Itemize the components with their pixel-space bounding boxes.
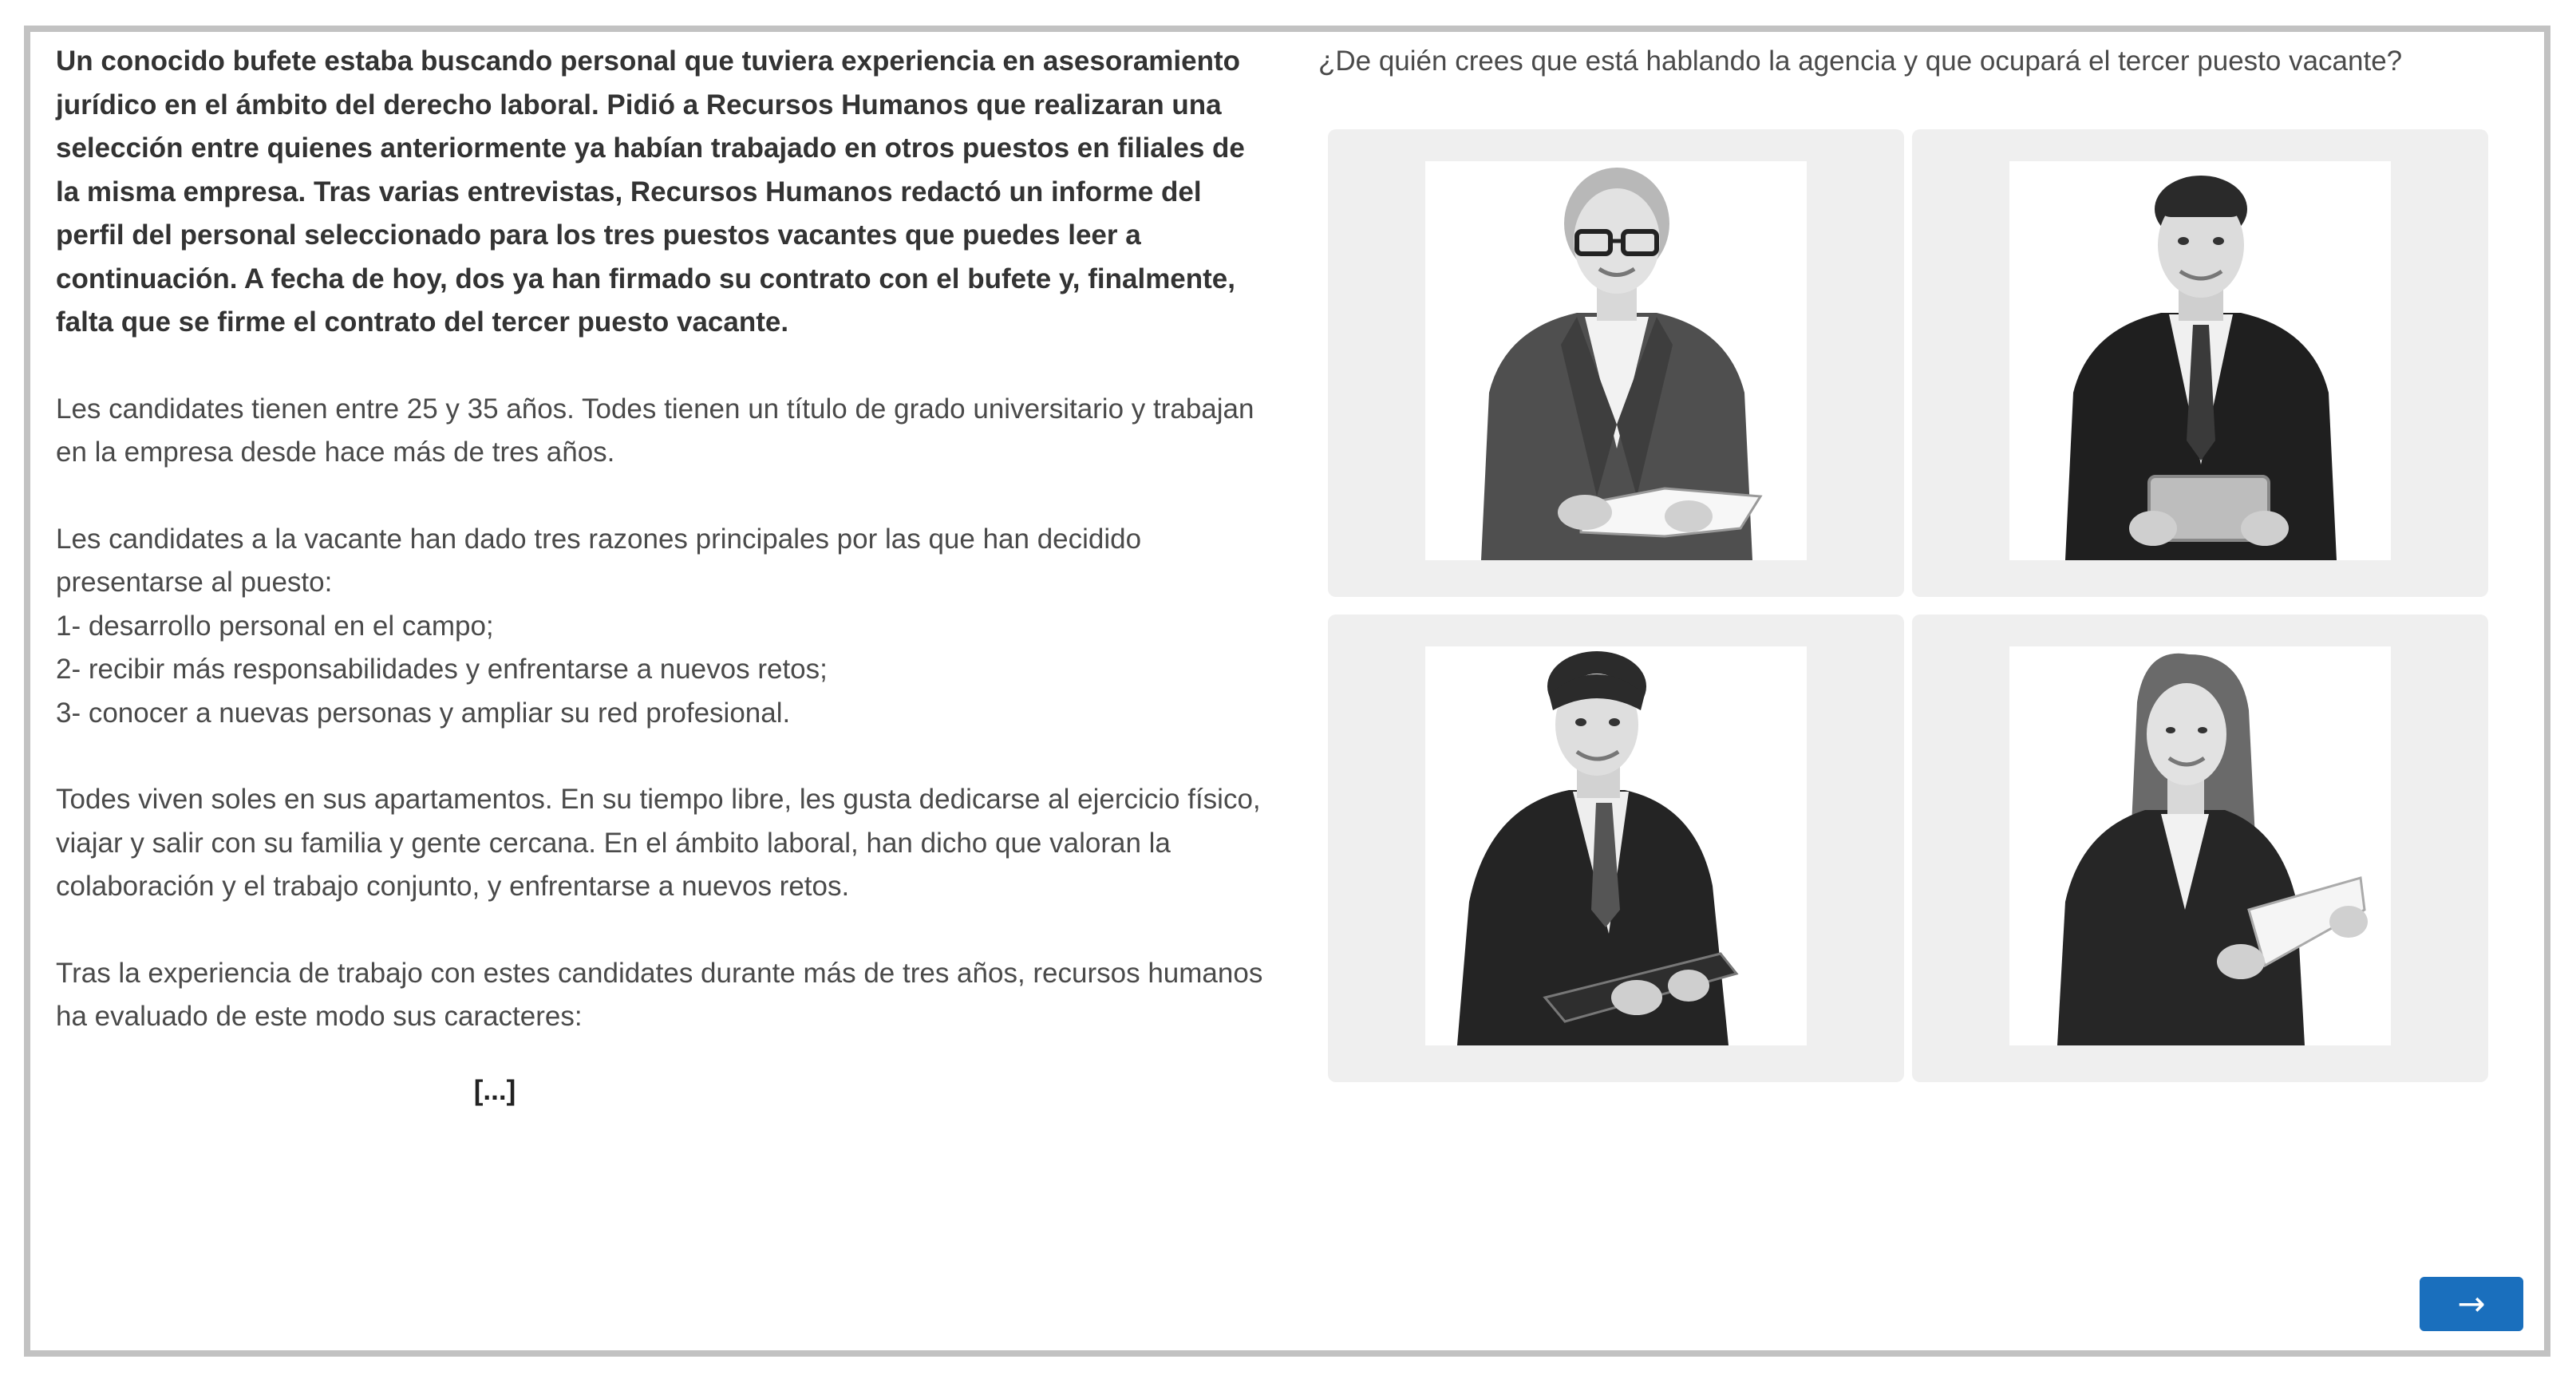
man-clipboard-icon bbox=[1425, 646, 1807, 1045]
candidate-photo bbox=[1425, 646, 1807, 1045]
option-man-tablet[interactable] bbox=[1912, 129, 2488, 597]
man-tablet-icon bbox=[2009, 161, 2391, 560]
candidate-photo bbox=[1425, 161, 1807, 560]
evaluation-paragraph: Tras la experiencia de trabajo con estes candidates durante más de tres años, recursos humanos ha evaluado de este modo sus caracteres: bbox=[56, 957, 1263, 1032]
answer-options-grid bbox=[1328, 129, 2491, 1082]
candidate-photo bbox=[2009, 646, 2391, 1045]
reasons-lead: Les candidates a la vacante han dado tres razones principales por las que han decidido presentarse al puesto: bbox=[56, 523, 1142, 598]
woman-tablet-icon bbox=[2009, 646, 2391, 1045]
option-woman-glasses-notebook[interactable] bbox=[1328, 129, 1904, 597]
candidate-photo bbox=[2009, 161, 2391, 560]
reason-item: 1- desarrollo personal en el campo; bbox=[56, 610, 494, 642]
question-text: ¿De quién crees que está hablando la agencia y que ocupará el tercer puesto vacante? bbox=[1318, 45, 2403, 77]
next-button[interactable]: → bbox=[2420, 1277, 2523, 1331]
option-woman-tablet[interactable] bbox=[1912, 614, 2488, 1082]
reasons-block bbox=[56, 518, 1269, 736]
option-man-clipboard[interactable] bbox=[1328, 614, 1904, 1082]
reason-item: 3- conocer a nuevas personas y ampliar su red profesional. bbox=[56, 697, 791, 729]
scenario-text bbox=[56, 40, 1269, 1112]
ellipsis-text: [...] bbox=[473, 1074, 516, 1106]
woman-glasses-icon bbox=[1425, 161, 1807, 560]
intro-paragraph: Un conocido bufete estaba buscando personal que tuviera experiencia en asesoramiento jurídico en el ámbito del derecho laboral. Pidió a Recursos Humanos que realizaran una selección entre quienes anteriormente ya habían trabajado en otros puestos en filiales de la misma empresa. Tras varias entrevistas, Recursos Humanos redactó un informe del perfil del personal seleccionado para los tres puestos vacantes que puedes leer a continuación. A fecha de hoy, dos ya han firmado su contrato con el bufete y, finalmente, falta que se firme el contrato del tercer puesto vacante. bbox=[56, 45, 1245, 338]
age-paragraph: Les candidates tienen entre 25 y 35 años. Todes tienen un título de grado universitario y trabajan en la empresa desde hace más de tres años. bbox=[56, 393, 1254, 468]
lifestyle-paragraph: Todes viven soles en sus apartamentos. En su tiempo libre, les gusta dedicarse al ejercicio físico, viajar y salir con su familia y gente cercana. En el ámbito laboral, han dicho que valoran la colaboración y el trabajo conjunto, y enfrentarse a nuevos retos. bbox=[56, 784, 1261, 902]
reason-item: 2- recibir más responsabilidades y enfrentarse a nuevos retos; bbox=[56, 654, 828, 685]
